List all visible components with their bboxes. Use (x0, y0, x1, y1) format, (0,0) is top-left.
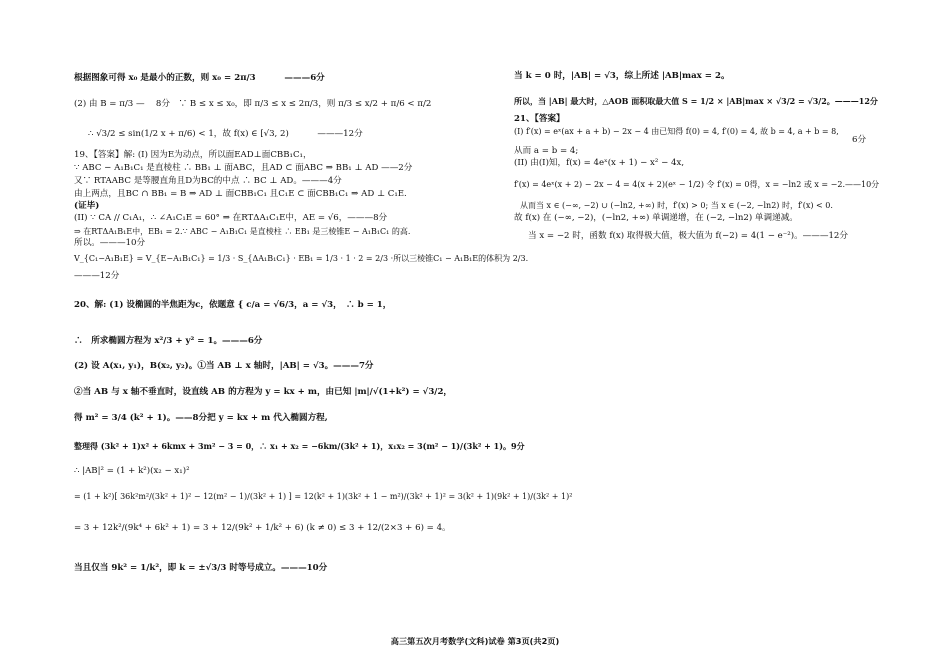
answer-line: 又∵ RTAABC 是等腰直角且D为BC的中点 ∴ BC ⊥ AD。———4分 (74, 176, 342, 186)
answer-line: 所以。———10分 (74, 238, 146, 248)
page-footer: 高三第五次月考数学(文科)试卷 第3页(共2页) (390, 636, 560, 646)
answer-line: ∴ |AB|² = (1 + k²)(x₂ − x₁)² (74, 466, 190, 476)
answer-line: 从而 a = b = 4; (514, 146, 579, 156)
answer-line: (证毕) (74, 201, 100, 211)
answer-line: (2) 由 B = π/3 — 8分 ∵ B ≤ x ≤ x₀，即 π/3 ≤ x ≤ 2π/3，则 π/3 ≤ x/2 + π/6 < π/2 (74, 99, 432, 109)
q21-heading: 21、【答案】 (514, 114, 565, 124)
answer-line: 当 k = 0 时，|AB| = √3，综上所述 |AB|max = 2。 (514, 71, 730, 81)
answer-line: 所以，当 |AB| 最大时，△AOB 面积取最大值 S = 1/2 × |AB|max × √3/2 = √3/2。———12分 (514, 96, 878, 106)
answer-line: (2) 设 A(x₁, y₁)，B(x₂, y₂)。①当 AB ⊥ x 轴时，|AB| = √3。———7分 (74, 361, 374, 371)
score-label: 6分 (852, 135, 867, 145)
answer-line: (II) 由(I)知，f(x) = 4eˣ(x + 1) − x² − 4x, (514, 158, 685, 168)
answer-line: ⇒ 在RTΔA₁B₁E中，EB₁ = 2.∵ ABC − A₁B₁C₁ 是直棱柱 ∴ EB₁ 是三棱锥E − A₁B₁C₁ 的高. (74, 227, 411, 236)
answer-line: (I) f′(x) = eˣ(ax + a + b) − 2x − 4 由已知得 f(0) = 4, f′(0) = 4, 故 b = 4, a + b = 8, (514, 127, 839, 136)
answer-line: ∵ ABC − A₁B₁C₁ 是直棱柱 ∴ BB₁ ⊥ 面ABC，且AD ⊂ 面ABC ⇒ BB₁ ⊥ AD ——2分 (74, 163, 413, 173)
answer-line: ———12分 (74, 271, 120, 281)
q19-heading: 19、【答案】解: (I) 因为E为动点，所以面EAD⊥面CBB₁C₁， (74, 150, 312, 160)
answer-line: 故 f(x) 在 (−∞, −2)，(−ln2, +∞) 单调递增，在 (−2, −ln2) 单调递减。 (514, 213, 798, 223)
answer-line: ②当 AB 与 x 轴不垂直时，设直线 AB 的方程为 y = kx + m，由已知 |m|/√(1+k²) = √3/2， (74, 387, 453, 397)
answer-line: 当且仅当 9k² = 1/k²，即 k = ±√3/3 时等号成立。———10分 (74, 563, 328, 573)
answer-line: = 3 + 12k²/(9k⁴ + 6k² + 1) = 3 + 12/(9k² + 1/k² + 6) (k ≠ 0) ≤ 3 + 12/(2×3 + 6) = 4。 (74, 523, 451, 533)
answer-line: 整理得 (3k² + 1)x² + 6kmx + 3m² − 3 = 0，∴ x₁ + x₂ = −6km/(3k² + 1)，x₁x₂ = 3(m² − 1)/(3k² + 1)。9分 (74, 441, 525, 451)
q20-heading: 20、解: (1) 设椭圆的半焦距为c，依题意 { c/a = √6/3，a = √3， ∴ b = 1， (74, 300, 392, 310)
answer-line: 得 m² = 3/4 (k² + 1)。——8分把 y = kx + m 代入椭圆方程, (74, 413, 328, 423)
answer-line: f′(x) = 4eˣ(x + 2) − 2x − 4 = 4(x + 2)(eˣ − 1/2) 令 f′(x) = 0得，x = −ln2 或 x = −2.——10分 (514, 180, 880, 189)
answer-line: ∴ 所求椭圆方程为 x²/3 + y² = 1。———6分 (74, 336, 263, 346)
answer-line: V_{C₁−A₁B₁E} = V_{E−A₁B₁C₁} = 1/3 · S_{ΔA₁B₁C₁} · EB₁ = 1/3 · 1 · 2 = 2/3 ·所以三棱锥C₁ − A₁B₁E的体积为 2/3. (74, 254, 529, 263)
answer-line: = (1 + k²)[ 36k²m²/(3k² + 1)² − 12(m² − 1)/(3k² + 1) ] = 12(k² + 1)(3k² + 1 − m²)/(3k² + 1)² = 3(k² + 1)(9k² + 1)/(3k² + 1)² (74, 492, 573, 501)
answer-line: 根据图象可得 x₀ 是最小的正数，则 x₀ = 2π/3 ———6分 (74, 73, 325, 83)
answer-line: 当 x = −2 时，函数 f(x) 取得极大值，极大值为 f(−2) = 4(1 − e⁻²)。———12分 (528, 231, 848, 241)
answer-line: 由上两点，且BC ∩ BB₁ = B ⇒ AD ⊥ 面CBB₁C₁ 且C₁E ⊂ 面CBB₁C₁ ⇒ AD ⊥ C₁E. (74, 189, 407, 199)
answer-line: (II) ∵ CA // C₁A₁，∴ ∠A₁C₁E = 60° ⇒ 在RTΔA₁C₁E中，AE = √6，———8分 (74, 213, 388, 223)
answer-line: ∴ √3/2 ≤ sin(1/2 x + π/6) < 1，故 f(x) ∈ [√3, 2) ———12分 (88, 129, 363, 139)
answer-line: 从而当 x ∈ (−∞, −2) ∪ (−ln2, +∞) 时，f′(x) > 0; 当 x ∈ (−2, −ln2) 时，f′(x) < 0. (520, 201, 833, 210)
